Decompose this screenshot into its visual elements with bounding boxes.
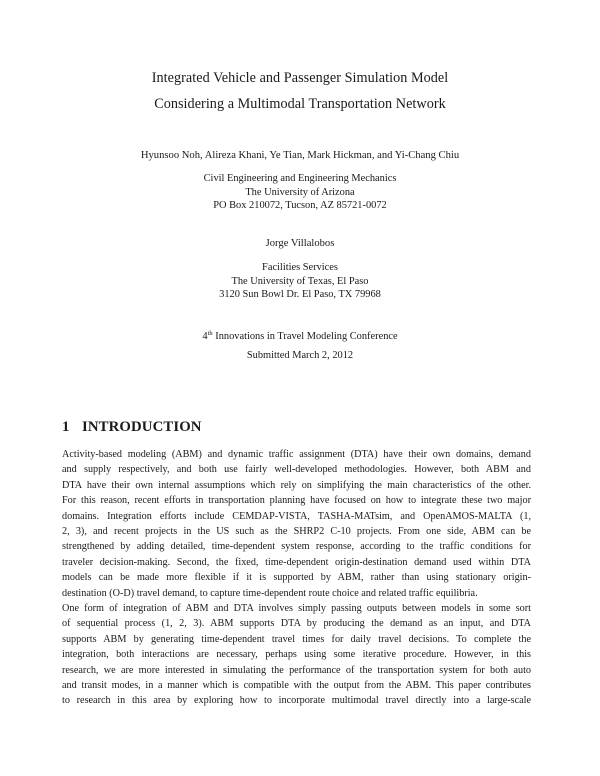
paragraph-line: One form of integration of ABM and DTA involves simply passing outputs between models in some sort	[62, 603, 531, 614]
paper-title-line-2: Considering a Multimodal Transportation Network	[154, 96, 446, 112]
paragraph-line: integration, both interactions are necessary, perhaps using some iterative procedure. However, in this	[62, 649, 531, 661]
affiliation-department: Civil Engineering and Engineering Mechanics	[203, 173, 397, 184]
paragraph-line: models can be made more flexible if it is supported by ABM, rather than using stationary origin-	[62, 572, 531, 584]
conference-line	[0, 330, 600, 342]
affiliation-arizona	[0, 172, 600, 213]
paragraph-line: and supply respectively, and both use fairly well-developed methodologies. However, both ABM and	[62, 464, 531, 476]
intro-paragraph-2	[62, 601, 531, 709]
paragraph-line: DTA have their own internal assumptions which rely on simplifying the main characteristics of the other.	[62, 479, 531, 491]
paragraph-line: destination (O-D) travel demand, to capture time-dependent route choice and related traffic equilibria.	[62, 587, 478, 599]
intro-paragraph-1	[62, 447, 531, 601]
second-author: Jorge Villalobos	[265, 238, 335, 249]
affiliation-address: 3120 Sun Bowl Dr. El Paso, TX 79968	[219, 289, 381, 301]
paragraph-line: 2, 3), and recent projects in the US such as the SHRP2 C-10 projects. From one side, ABM can be	[62, 525, 531, 537]
conference-name: Innovations in Travel Modeling Conference	[212, 331, 398, 342]
paragraph-line: to research in this area by exploring how to incorporate multimodal travel directly into a large-scale	[62, 695, 531, 707]
paragraph-line: supports ABM by generating time-dependent travel times for daily travel decisions. To complete the	[62, 633, 531, 645]
affiliation-university: The University of Arizona	[245, 186, 355, 198]
conference-ordinal-suffix: th	[207, 330, 213, 337]
paragraph-line: For this reason, recent efforts in transportation planning have focused on how to integrate these two major	[62, 495, 531, 507]
affiliation-department: Facilities Services	[262, 262, 338, 273]
author-list: Hyunsoo Noh, Alireza Khani, Ye Tian, Mark Hickman, and Yi-Chang Chiu	[140, 150, 460, 161]
conference-number: 4	[202, 331, 208, 342]
paragraph-line: traveler decision-making. Second, the fixed, time-dependent origin-destination demand used within DTA	[62, 556, 531, 568]
paragraph-line: Activity-based modeling (ABM) and dynamic traffic assignment (DTA) have their own domains, demand	[62, 449, 531, 460]
paragraph-line: strengthened by adding detailed, time-dependent system response, according to the traffic conditions for	[62, 541, 531, 553]
affiliation-address: PO Box 210072, Tucson, AZ 85721-0072	[213, 200, 387, 212]
paper-title-line-1: Integrated Vehicle and Passenger Simulation Model	[151, 70, 449, 86]
paragraph-line: research, we are more interested in simulating the performance of the transportation system for both auto	[62, 664, 531, 676]
affiliation-university: The University of Texas, El Paso	[231, 275, 369, 287]
section-title: INTRODUCTION	[82, 419, 202, 435]
section-heading	[62, 419, 202, 436]
submission-date: Submitted March 2, 2012	[246, 350, 354, 361]
paragraph-line: and transit modes, in a manner which is compatible with the output from the ABM. This paper contributes	[62, 679, 531, 691]
affiliation-utep	[0, 261, 600, 302]
section-number: 1	[62, 419, 70, 435]
paragraph-line: domains. Integration efforts include CEMDAP-VISTA, TASHA-MATsim, and OpenAMOS-MALTA (1,	[62, 510, 531, 522]
paragraph-line: of sequential process (1, 2, 3). ABM supports DTA by producing the demand as an input, and DTA	[62, 618, 531, 630]
